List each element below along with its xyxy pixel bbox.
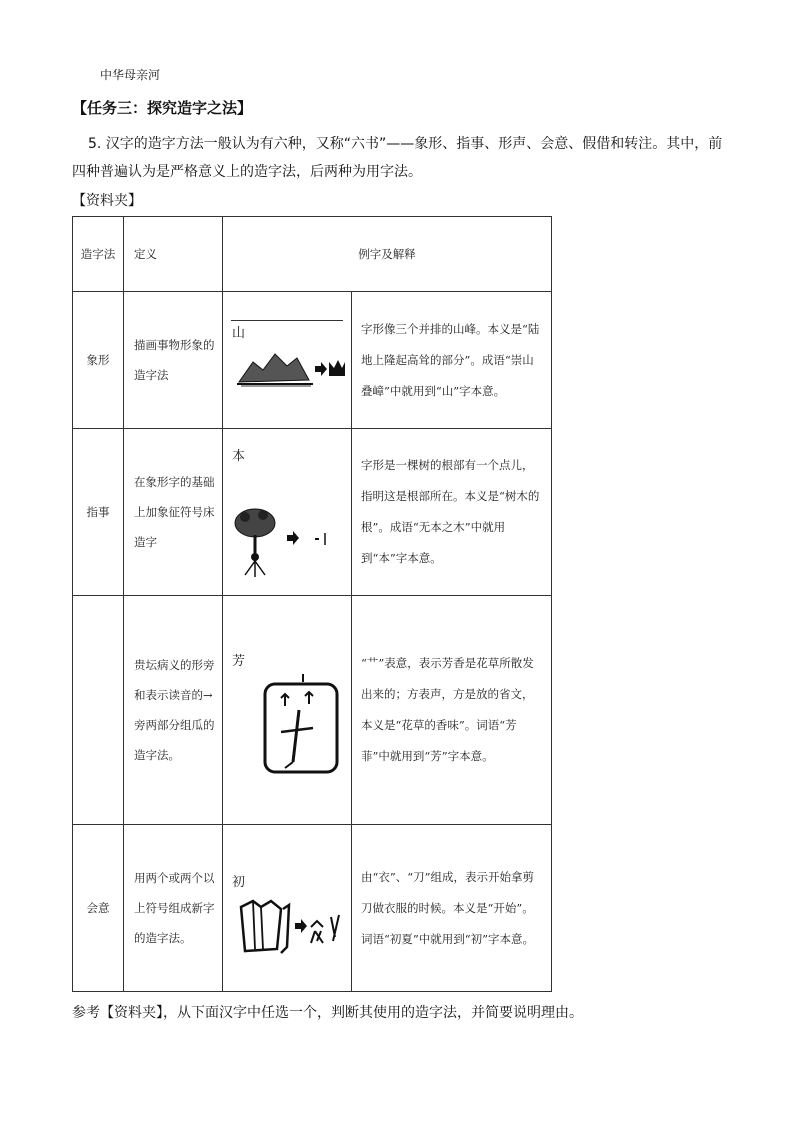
question-line-1: 5. 汉字的造字方法一般认为有六种，又称“六书”——象形、指事、形声、会意、假借和转注。其中，前 [88, 136, 723, 152]
example-char: 山 [232, 326, 246, 341]
row-definition: 贵坛病义的形旁和表示读音的→旁两部分组瓜的造字法。 [124, 596, 223, 825]
header-method: 造字法 [73, 217, 124, 292]
question-line-2: 四种普遍认为是严格意义上的造字法，后两种为用字法。 [72, 164, 422, 180]
example-char: 本 [232, 449, 246, 464]
question-text [72, 130, 728, 186]
example-char: 芳 [232, 654, 246, 669]
row-definition: 在象形字的基础上加象征符号床造字 [124, 429, 223, 596]
row-method: 指事 [73, 429, 124, 596]
row-explanation: 字形是一棵树的根部有一个点儿，指明这是根部所在。本义是“树木的根”。成语“无本之木”中就用到“本”字本意。 [352, 429, 552, 596]
row-example-image-cell [223, 429, 352, 596]
row-example-image-cell [223, 825, 352, 992]
example-char: 初 [232, 875, 246, 890]
row-example-image-cell [223, 292, 352, 429]
folder-label: 【资料夹】 [72, 193, 142, 209]
top-note: 中华母亲河 [100, 68, 161, 82]
row-definition: 用两个或两个以上符号组成新字的造字法。 [124, 825, 223, 992]
row-explanation: 字形像三个并排的山峰。本义是“陆地上隆起高耸的部分”。成语“崇山叠嶂”中就用到“山”字本意。 [352, 292, 552, 429]
row-method: 象形 [73, 292, 124, 429]
table-row [73, 596, 552, 825]
row-definition: 描画事物形象的造字法 [124, 292, 223, 429]
character-method-table [72, 216, 552, 992]
header-definition: 定义 [124, 217, 223, 292]
row-method: 会意 [73, 825, 124, 992]
chu-pictograph [231, 897, 349, 959]
row-explanation: 由“衣”、“刀”组成，表示开始拿剪刀做衣服的时候。本义是“开始”。词语“初夏”中就用到“初”字本意。 [352, 825, 552, 992]
bottom-instruction: 参考【资料夹】，从下面汉字中任选一个，判断其使用的造字法，并简要说明理由。 [72, 1005, 583, 1021]
table-row [73, 292, 552, 429]
row-explanation: “艹”表意，表示芳香是花草所散发出来的；方表声，方是放的省文，本义是“花草的香味”。词语“芳菲”中就用到“芳”字本意。 [352, 596, 552, 825]
row-method [73, 596, 124, 825]
tree-root-pictograph [231, 499, 343, 581]
task-title: 【任务三：探究造字之法】 [72, 99, 253, 117]
header-example: 例字及解释 [223, 217, 552, 292]
table-row [73, 825, 552, 992]
mountain-pictograph [235, 340, 347, 390]
row-example-image-cell [223, 596, 352, 825]
table-row [73, 429, 552, 596]
fang-seal-pictograph [259, 670, 345, 778]
table-header-row [73, 217, 552, 292]
